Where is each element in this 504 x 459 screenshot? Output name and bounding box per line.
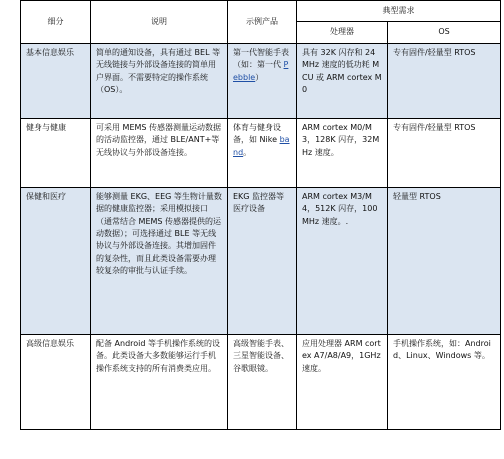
header-example: 示例产品 (228, 1, 297, 44)
table-row (21, 43, 501, 118)
cell-segment: 基本信息娱乐 (21, 43, 91, 118)
example-link[interactable]: Pebble (233, 60, 289, 82)
header-segment: 细分 (21, 1, 91, 44)
cell-description: 配备 Android 等手机操作系统的设备。此类设备大多数能够运行手机操作系统支持的所有消费类应用。 (91, 334, 228, 429)
example-link[interactable]: band (233, 135, 290, 157)
cell-processor: ARM cortex M0/M3，128K 闪存，32MHz 速度。 (297, 118, 388, 187)
cell-os: 专有固件/轻量型 RTOS (388, 118, 501, 187)
header-typical-requirement: 典型需求 (297, 1, 501, 22)
example-text: 第一代智能手表（如：第一代 (233, 47, 289, 70)
cell-os: 专有固件/轻量型 RTOS (388, 43, 501, 118)
example-text: 体育与健身设备，如 Nike (233, 122, 281, 145)
cell-description: 简单的通知设备，具有通过 BEL 等无线链接与外部设备连接的简单用户界面。不需要特定的操作系统（OS）。 (91, 43, 228, 118)
header-processor: 处理器 (297, 22, 388, 43)
cell-processor: 具有 32K 闪存和 24MHz 速度的低功耗 MCU 或 ARM cortex M0 (297, 43, 388, 118)
cell-example: 高级智能手表、三星智能设备、谷歌眼镜。 (228, 334, 297, 429)
cell-segment: 保健和医疗 (21, 187, 91, 334)
cell-processor: ARM cortex M3/M4，512K 闪存，100MHz 速度。. (297, 187, 388, 334)
example-after: 。 (243, 147, 252, 157)
cell-segment: 高级信息娱乐 (21, 334, 91, 429)
cell-os: 轻量型 RTOS (388, 187, 501, 334)
cell-description: 可采用 MEMS 传感器测量运动数据的活动监控器，通过 BLE/ANT+等无线协议与外部设备连接。 (91, 118, 228, 187)
cell-description: 能够测量 EKG、EEG 等生物计量数据的健康监控器；采用模拟接口（通常结合 MEMS 传感器提供的运动数据）；可选择通过 BLE 等无线协议与外部设备连接。其增加固件的复杂性，而且此类设备需要办理较复杂的审批与认证手续。 (91, 187, 228, 334)
header-os: OS (388, 22, 501, 43)
table-row (21, 118, 501, 187)
cell-os: 手机操作系统，如：Android、Linux、Windows 等。 (388, 334, 501, 429)
table-row (21, 187, 501, 334)
cell-example: EKG 监控器等医疗设备 (228, 187, 297, 334)
cell-example (228, 43, 297, 118)
cell-segment: 健身与健康 (21, 118, 91, 187)
wearable-segment-table (20, 0, 501, 430)
example-after: ） (255, 72, 264, 82)
cell-processor: 应用处理器 ARM cortex A7/A8/A9，1GHz 速度。 (297, 334, 388, 429)
header-description: 说明 (91, 1, 228, 44)
table-row (21, 334, 501, 429)
cell-example (228, 118, 297, 187)
